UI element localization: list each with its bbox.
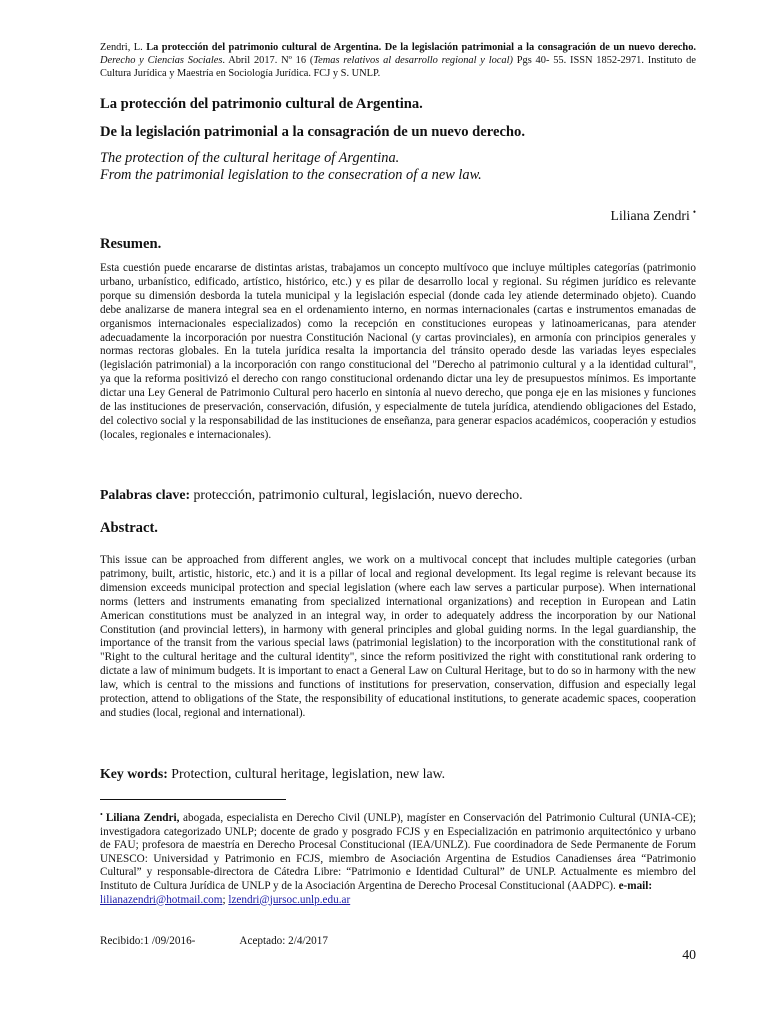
author-byline (611, 207, 696, 224)
resumen-text: Esta cuestión puede encararse de distintas aristas, trabajamos un concepto multívoco que incluye múltiples categorías (patrimonio urbano, urbanístico, edificado, artístico, histórico, etc.) y es pilar de desarrollo local y regional. Su régimen jurídico es relevante porque su dimensión desborda la tutela municipal y la legislación especial (donde cada ley atiende determinado objeto). Cuando debe analizarse de manera integral sea en el ordenamiento interno, en normas internacionales (cartas e instrumentos emanadas de organismos internacionales especializados) como la recepción en constituciones europeas y latinoamericanas, para atender adecuadamente la incorporación por nuestra Constitución Nacional (y cartas provinciales), en armonía con principios generales y normas rectoras globales. En la tutela jurídica resalta la importancia del tránsito operado desde las variadas leyes especiales (legislación patrimonial) a la incorporación con rango constitucional del "Derecho al patrimonio cultural y a la identidad cultural", ya que la reforma positivizó el derecho con rango constitucional ordenando dictar una ley de presupuestos mínimos. Es importante dictar una Ley General de Patrimonio Cultural pero hacerlo en sintonía al nuevo derecho, que ponga eje en las misiones y funciones de las instituciones de preservación, conservación, difusión, y especialmente de tutela jurídica, atendiendo obligaciones del Estado, del colectivo social y la responsabilidad de las instituciones de enseñanza, para generar espacios académicos, cooperación y estudios (locales, regionales e internacionales). (100, 262, 696, 441)
footnote-marker: • (692, 207, 696, 217)
received-date: Recibido:1 /09/2016- (100, 935, 196, 947)
citation-issue: . Abril 2017. Nº 16 ( (222, 55, 314, 66)
email-link-hotmail[interactable]: lilianazendri@hotmail.com (100, 893, 223, 906)
received-accepted (100, 935, 328, 947)
footnote-text: abogada, especialista en Derecho Civil (UNLP), magíster en Conservación del Patrimonio Cultural (UNIA-CE); investigadora categorizado UNLP; docente de grado y posgrado FCJS y en Especialización en patrimonio arquitectónico y urbano de FAU; profesora de maestría en Derecho Procesal Constitucional (IEA/UNLZ). Fue coordinadora de Sede Permanente de Forum UNESCO: Universidad y Patrimonio en FCJS, miembro de Asociación Argentina de Estudios Canadienses área “Patrimonio Cultural” y responsable-directora de Cátedra Libre: “Patrimonio e Identidad Cultural” de UNLP. Actualmente es miembro del Instituto de Cultura Jurídica de UNLP y de la Asociación Argentina de Derecho Procesal Constitucional (AADPC). (100, 812, 696, 892)
key-words-label: Key words: (100, 766, 168, 781)
title-english (100, 150, 482, 184)
citation-author: Zendri, L. (100, 42, 143, 53)
abstract-heading: Abstract. (100, 520, 158, 536)
resumen-heading: Resumen. (100, 236, 162, 252)
author-name: Liliana Zendri (610, 208, 690, 223)
citation-title: La protección del patrimonio cultural de Argentina. De la legislación patrimonial a la consagración de un nuevo derecho. (146, 42, 696, 53)
title-english-line1: The protection of the cultural heritage of Argentina. (100, 150, 400, 166)
page-number: 40 (682, 947, 696, 962)
accepted-date: Aceptado: 2/4/2017 (239, 935, 328, 947)
palabras-clave-text: protección, patrimonio cultural, legislación, nuevo derecho. (190, 487, 523, 502)
footnote-rule (100, 799, 286, 800)
paper-page (100, 0, 696, 1024)
palabras-clave (100, 487, 523, 503)
citation-journal: Derecho y Ciencias Sociales (100, 55, 223, 66)
title-spanish-line1: La protección del patrimonio cultural de Argentina. (100, 96, 423, 112)
title-spanish-line2: De la legislación patrimonial a la consagración de un nuevo derecho. (100, 124, 525, 140)
citation-issue-theme: Temas relativos al desarrollo regional y local) (313, 55, 513, 66)
email-link-jursoc[interactable]: lzendri@jursoc.unlp.edu.ar (228, 893, 351, 906)
citation-pages: Pgs 40- 55. ISSN 1852-2971. Instituto de Cultura Jurídica y Maestría en Sociología Jurídica. FCJ y S. UNLP. (100, 55, 696, 79)
key-words (100, 766, 445, 782)
abstract-text: This issue can be approached from different angles, we work on a multivocal concept that includes multiple categories (urban patrimony, built, artistic, historic, etc.) and it is a pillar of local and regional development. Its legal regime is relevant because its dimension exceeds municipal protection and special legislation (where each law serves a particular purpose). When international norms (letters and instruments emanating from specialized international organizations) and reception in European and Latin American constitutions must be analyzed in an integral way, in order to adequately address the incorporation by our National Constitution (and provincial letters), in harmony with general principles and global guiding norms. In the legal guardianship, the importance of the transit from the various special laws (patrimonial legislation) to the incorporation with the constitutional rank of "Right to the cultural heritage and the cultural identity", since the reform positivized the right with constitutional rank ordering to dictate a law of minimum budgets. It is important to enact a General Law on Cultural Heritage, but to do so in harmony with the new law, which is central to the missions and functions of institutions for preservation, conservation, diffusion and especially legal protection, attend to obligations of the State, the responsibility of educational institutions, to generate academic spaces, cooperation and studies (local, regional and international). (100, 554, 696, 719)
footnote-email-label: e-mail: (618, 879, 653, 892)
email-separator: ; (222, 893, 229, 906)
citation-header (100, 41, 696, 80)
footnote-marker-bottom: • (100, 810, 103, 819)
footnote (100, 808, 696, 907)
title-english-line2: From the patrimonial legislation to the consecration of a new law. (100, 167, 482, 183)
key-words-text: Protection, cultural heritage, legislation, new law. (167, 766, 446, 781)
palabras-clave-label: Palabras clave: (100, 487, 191, 502)
footnote-author: Liliana Zendri, (105, 812, 180, 824)
